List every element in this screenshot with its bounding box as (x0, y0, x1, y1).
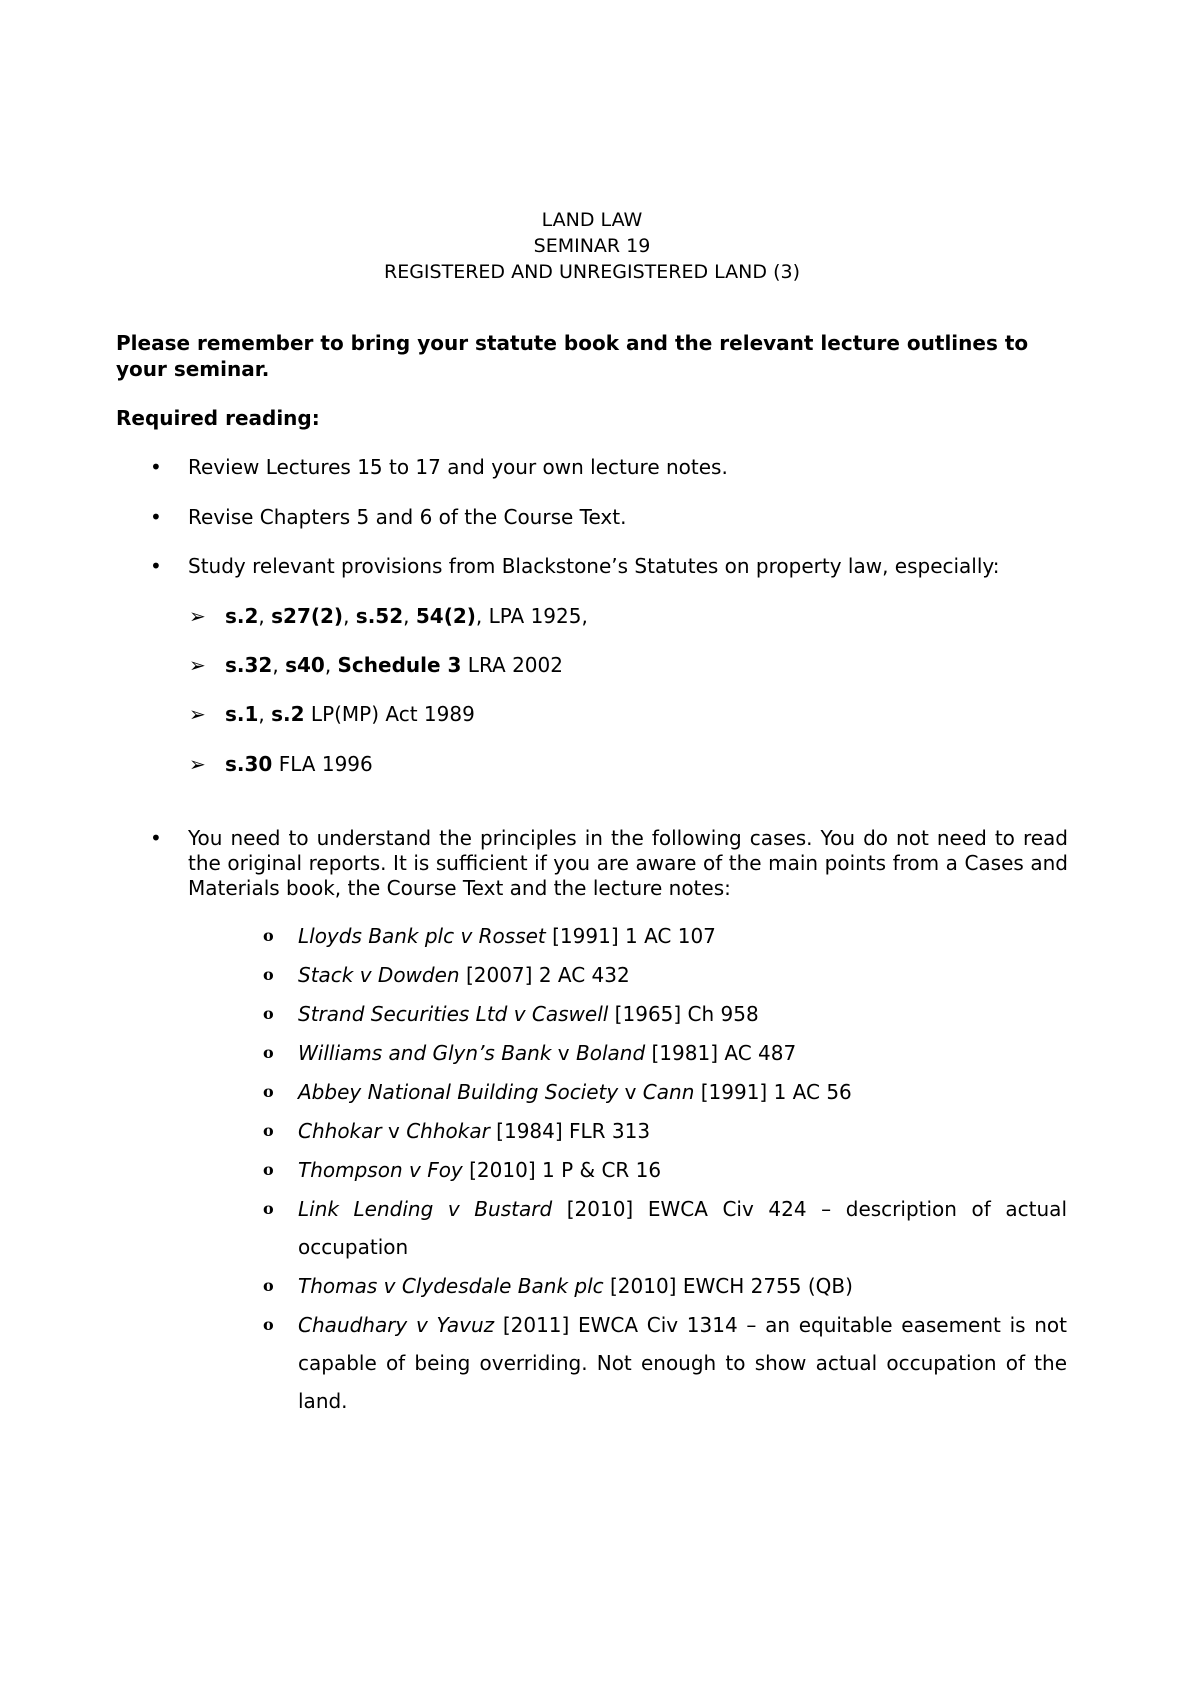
case-text: Stack v Dowden [2007] 2 AC 432 (298, 963, 630, 987)
provision-text: s.1, s.2 LP(MP) Act 1989 (225, 702, 475, 726)
case-bullet-icon: o (263, 926, 274, 945)
arrow-icon: ➢ (189, 702, 206, 726)
arrow-icon: ➢ (189, 653, 206, 677)
case-text: Williams and Glyn’s Bank v Boland [1981] AC 487 (298, 1041, 797, 1065)
provision-text: s.30 FLA 1996 (225, 752, 373, 776)
seminar-topic: REGISTERED AND UNREGISTERED LAND (3) (384, 261, 800, 283)
case-bullet-icon: o (263, 965, 274, 984)
arrow-icon: ➢ (189, 752, 206, 776)
bullet-icon: • (150, 505, 162, 529)
required-reading-heading: Required reading: (116, 406, 320, 430)
course-title: LAND LAW (541, 209, 643, 231)
case-text: Lloyds Bank plc v Rosset [1991] 1 AC 107 (298, 924, 716, 948)
notice-text: Please remember to bring your statute book and the relevant lecture outlines to your seminar. (116, 331, 1029, 381)
arrow-icon: ➢ (189, 604, 206, 628)
case-bullet-icon: o (263, 1276, 274, 1295)
case-bullet-icon: o (263, 1199, 274, 1218)
case-bullet-icon: o (263, 1004, 274, 1023)
case-text: Thomas v Clydesdale Bank plc [2010] EWCH 2755 (QB) (298, 1274, 853, 1298)
case-bullet-icon: o (263, 1315, 274, 1334)
bullet-text: Revise Chapters 5 and 6 of the Course Text. (188, 505, 627, 529)
case-text: Strand Securities Ltd v Caswell [1965] Ch 958 (298, 1002, 759, 1026)
bullet-icon: • (150, 455, 162, 479)
bullet-icon: • (150, 826, 162, 850)
case-text: Link Lending v Bustard [2010] EWCA Civ 424 – description of actual occupation (298, 1197, 1067, 1259)
case-bullet-icon: o (263, 1043, 274, 1062)
title-block (0, 207, 1184, 285)
case-bullet-icon: o (263, 1121, 274, 1140)
case-bullet-icon: o (263, 1082, 274, 1101)
case-text: Thompson v Foy [2010] 1 P & CR 16 (298, 1158, 662, 1182)
provision-text: s.2, s27(2), s.52, 54(2), LPA 1925, (225, 604, 588, 628)
case-text: Chaudhary v Yavuz [2011] EWCA Civ 1314 – an equitable easement is not capable of being overriding. Not enough to show actual occupation of the land. (298, 1313, 1067, 1413)
case-text: Chhokar v Chhokar [1984] FLR 313 (298, 1119, 651, 1143)
bullet-text: Study relevant provisions from Blackstone’s Statutes on property law, especially: (188, 554, 1000, 578)
bullet-icon: • (150, 554, 162, 578)
case-text: Abbey National Building Society v Cann [1991] 1 AC 56 (298, 1080, 852, 1104)
bullet-text: Review Lectures 15 to 17 and your own lecture notes. (188, 455, 728, 479)
case-bullet-icon: o (263, 1160, 274, 1179)
bullet-text: You need to understand the principles in the following cases. You do not need to read the original reports. It is sufficient if you are aware of the main points from a Cases and Materials book, the Course Text and the lecture notes: (188, 826, 1068, 900)
provision-text: s.32, s40, Schedule 3 LRA 2002 (225, 653, 563, 677)
seminar-number: SEMINAR 19 (533, 235, 651, 257)
